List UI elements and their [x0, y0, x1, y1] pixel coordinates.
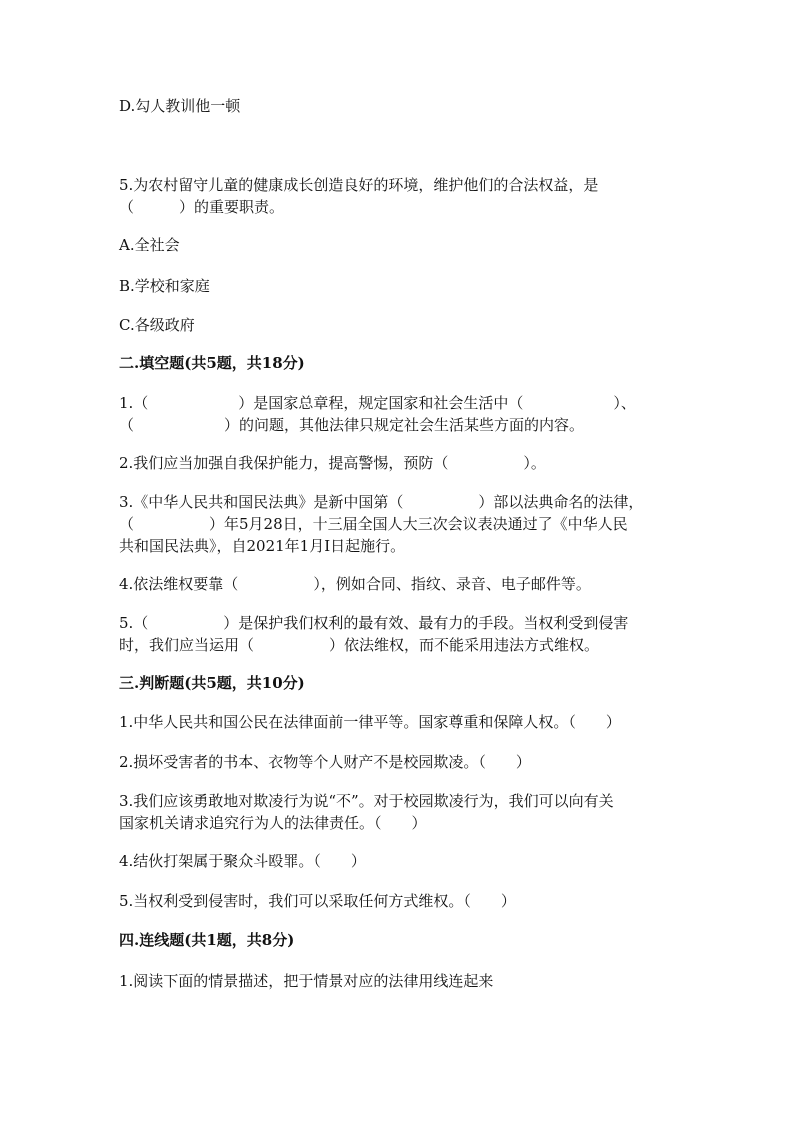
- fill-q3-line2: （ ）年5月28日，十三届全国人大三次会议表决通过了《中华人民: [119, 515, 628, 533]
- fill-q1-line2: （ ）的问题，其他法律只规定社会生活某些方面的内容。: [119, 416, 585, 434]
- judge-q5: 5.当权利受到侵害时，我们可以采取任何方式维权。（ ）: [119, 892, 516, 910]
- judge-q1: 1.中华人民共和国公民在法律面前一律平等。国家尊重和保障人权。（ ）: [119, 713, 621, 731]
- section2-heading: 二.填空题(共5题，共18分): [119, 354, 305, 372]
- fill-q3-line1: 3.《中华人民共和国民法典》是新中国第（ ）部以法典命名的法律，: [119, 493, 644, 511]
- section4-heading: 四.连线题(共1题，共8分): [119, 931, 295, 949]
- judge-q4: 4.结伙打架属于聚众斗殴罪。（ ）: [119, 852, 366, 870]
- q5-stem-line2: （ ）的重要职责。: [119, 198, 285, 216]
- judge-q3-line1: 3.我们应该勇敢地对欺凌行为说“不”。对于校园欺凌行为，我们可以向有关: [119, 792, 614, 810]
- q4-option-d: D.勾人教训他一顿: [119, 97, 241, 115]
- match-q1: 1.阅读下面的情景描述，把于情景对应的法律用线连起来: [119, 972, 494, 990]
- q5-option-c: C.各级政府: [119, 316, 195, 334]
- q5-stem-line1: 5.为农村留守儿童的健康成长创造良好的环境，维护他们的合法权益，是: [119, 176, 599, 194]
- q5-option-a: A.全社会: [119, 236, 180, 254]
- fill-q2: 2.我们应当加强自我保护能力，提高警惕，预防（ ）。: [119, 454, 546, 472]
- fill-q4: 4.依法维权要靠（ ），例如合同、指纹、录音、电子邮件等。: [119, 575, 591, 593]
- fill-q1-line1: 1.（ ）是国家总章程，规定国家和社会生活中（ ）、: [119, 394, 636, 412]
- judge-q2: 2.损坏受害者的书本、衣物等个人财产不是校园欺凌。（ ）: [119, 753, 531, 771]
- fill-q5-line1: 5.（ ）是保护我们权利的最有效、最有力的手段。当权利受到侵害: [119, 614, 629, 632]
- section3-heading: 三.判断题(共5题，共10分): [119, 674, 305, 692]
- q5-option-b: B.学校和家庭: [119, 277, 210, 295]
- fill-q5-line2: 时，我们应当运用（ ）依法维权，而不能采用违法方式维权。: [119, 636, 600, 654]
- fill-q3-line3: 共和国民法典》，自2021年1月I日起施行。: [119, 537, 406, 555]
- judge-q3-line2: 国家机关请求追究行为人的法律责任。（ ）: [119, 814, 427, 832]
